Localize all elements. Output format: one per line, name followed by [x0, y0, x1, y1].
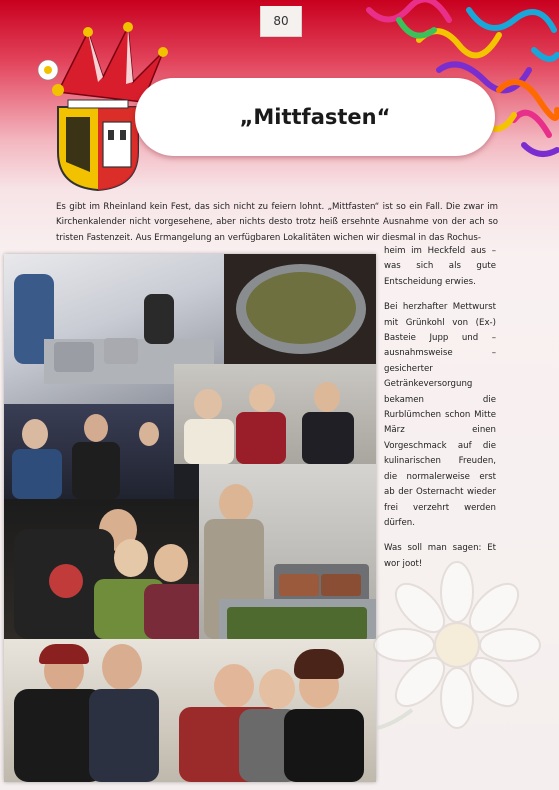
photo-pot — [224, 254, 376, 364]
page-title: „Mittfasten“ — [239, 105, 391, 129]
continuation-paragraph: heim im Heckfeld aus – was sich als gute Entscheidung erwies. — [384, 246, 496, 287]
daisy-flower-icon — [372, 560, 542, 730]
side-column — [384, 244, 496, 582]
photo-collage — [4, 254, 376, 782]
photo-group-left — [4, 404, 174, 499]
photo-hardrock-group — [4, 499, 214, 639]
main-paragraph: Bei herzhafter Mettwurst mit Grünkohl von (Ex-) Basteie Jupp und – ausnahmsweise – gesicherter Getränkeversorgung bekamen die Rurblümchen schon Mitte März einen Vorgeschmack auf die kulinarischen Freuden, die normalerweise erst ab der Osternacht wieder frei verzehrt werden dürfen. — [384, 302, 496, 528]
page-number: 80 — [260, 6, 302, 37]
intro-paragraph: Es gibt im Rheinland kein Fest, das sich nicht zu feiern lohnt. „Mittfasten“ ist so ein Fall. Die zwar im Kirchenkalender nicht vorgesehene, aber nichts desto trotz heiß ersehnte Ausnahme von der ach so tristen Fastenzeit. Aus Ermangelung an verfügbaren Lokalitäten wichen wir diesmal in das Rochus- — [56, 202, 498, 243]
closing-paragraph: Was soll man sagen: Et wor joot! — [384, 543, 496, 569]
title-banner — [135, 78, 495, 156]
photo-selfie-group — [4, 639, 376, 782]
photo-group-right — [174, 364, 376, 464]
